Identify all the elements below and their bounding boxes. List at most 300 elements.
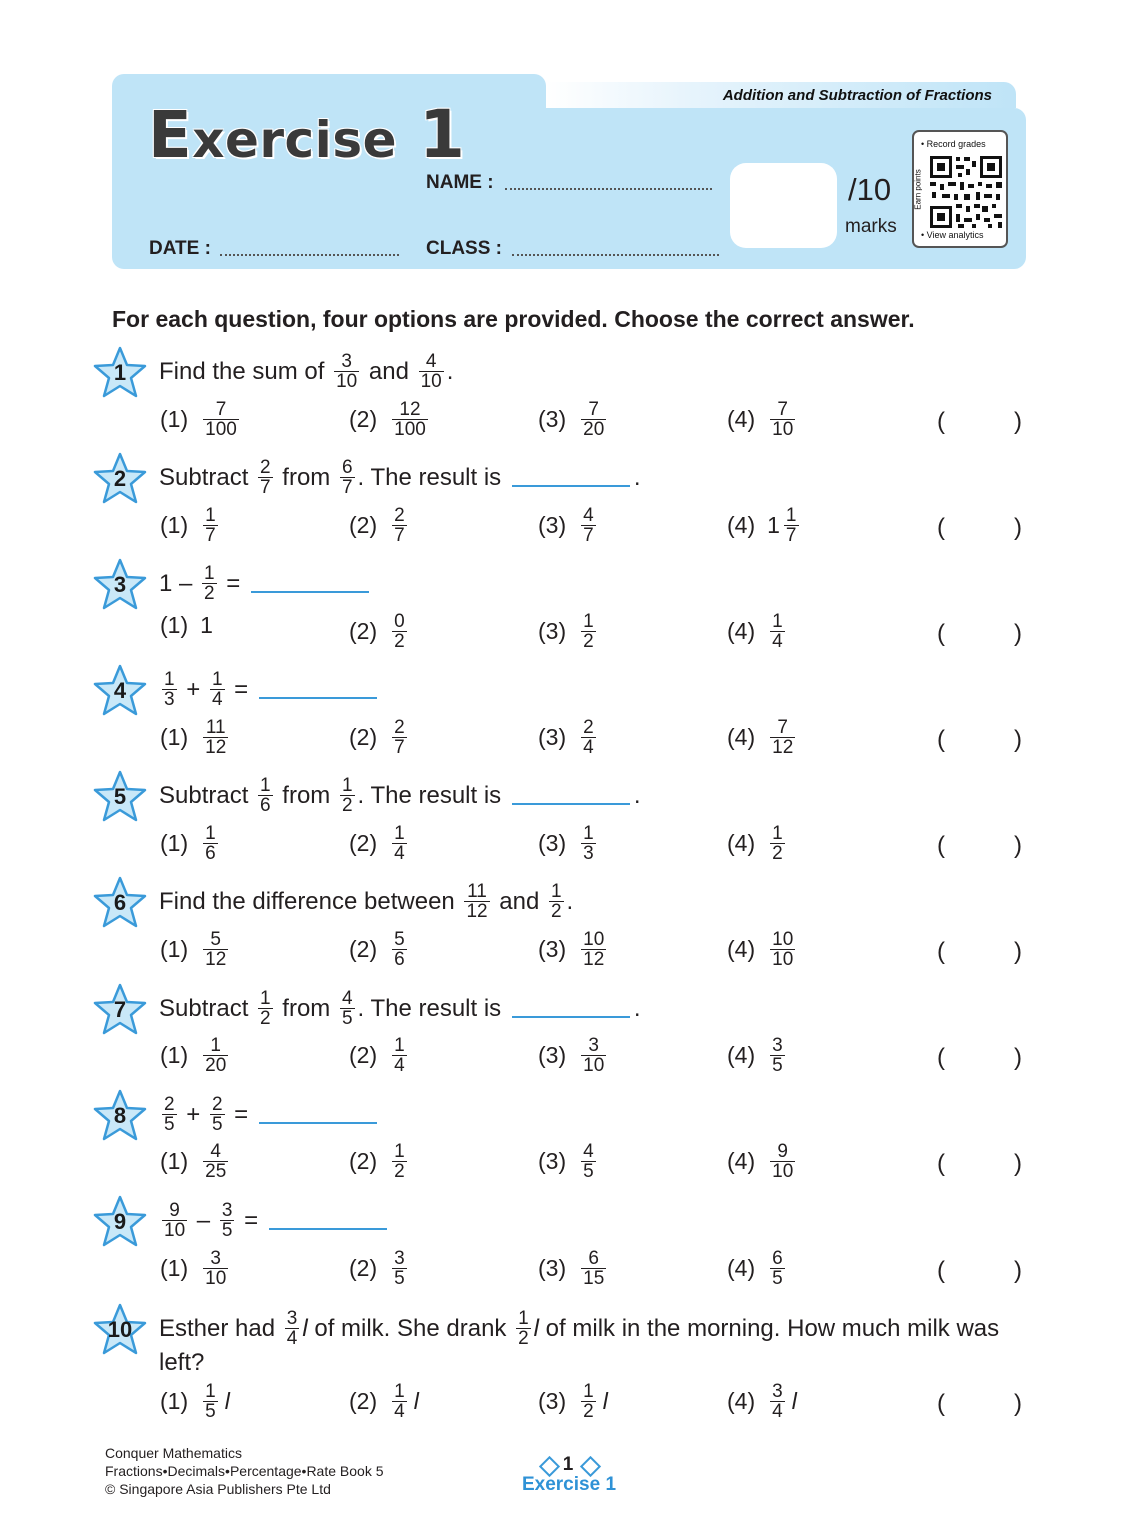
- numerator: 2: [394, 505, 405, 526]
- option-fraction: [581, 718, 596, 757]
- option-fraction: [203, 1249, 228, 1288]
- stem-fraction: [162, 670, 177, 709]
- answer-bracket-open[interactable]: (: [937, 726, 945, 753]
- denominator: 2: [394, 631, 405, 652]
- stem-fraction: [419, 352, 444, 391]
- numerator: 1: [394, 1381, 405, 1402]
- stem-text: 1 –: [159, 569, 200, 597]
- numerator: 3: [286, 1308, 298, 1329]
- option-label: (2): [349, 724, 378, 750]
- stem-fraction: [340, 458, 355, 497]
- answer-option-4[interactable]: [727, 1036, 788, 1075]
- answer-option-1[interactable]: [160, 930, 231, 969]
- question-number: 1: [113, 360, 127, 385]
- numerator: 7: [777, 717, 788, 738]
- stem-text: .: [633, 994, 641, 1022]
- question-stem: [159, 1201, 391, 1240]
- numerator: 0: [394, 611, 405, 632]
- question-number: 8: [113, 1103, 127, 1128]
- answer-option-1[interactable]: [160, 1382, 230, 1421]
- option-fraction: [581, 612, 596, 651]
- option-label: (2): [349, 1042, 378, 1068]
- option-fraction: [392, 1249, 407, 1288]
- numerator: 3: [772, 1381, 783, 1402]
- option-fraction: [392, 400, 428, 439]
- answer-bracket-open[interactable]: (: [937, 938, 945, 965]
- stem-text: =: [237, 1206, 265, 1234]
- option-label: (4): [727, 830, 756, 856]
- answer-bracket-open[interactable]: (: [937, 1390, 945, 1417]
- option-fraction: [392, 612, 407, 651]
- option-fraction: [581, 930, 606, 969]
- numerator: 1: [394, 1141, 405, 1162]
- answer-option-1[interactable]: [160, 718, 231, 757]
- option-label: (2): [349, 830, 378, 856]
- answer-option-3[interactable]: [538, 930, 609, 969]
- stem-text: =: [227, 1100, 255, 1128]
- name-label: NAME :: [426, 172, 494, 193]
- denominator: 12: [583, 949, 605, 970]
- unit-litre: l: [602, 1388, 608, 1414]
- answer-bracket-open[interactable]: (: [937, 1150, 945, 1177]
- question-stem-continued: left?: [159, 1349, 205, 1376]
- option-label: (2): [349, 406, 378, 432]
- denominator: 25: [205, 1161, 227, 1182]
- denominator: 12: [466, 901, 488, 922]
- footer-book: Fractions•Decimals•Percentage•Rate Book 5: [105, 1463, 384, 1479]
- denominator: 5: [772, 1055, 783, 1076]
- stem-fraction: [549, 882, 564, 921]
- denominator: 7: [394, 525, 405, 546]
- answer-option-1[interactable]: [160, 612, 214, 639]
- answer-option-4[interactable]: [727, 612, 788, 651]
- option-label: (2): [349, 1388, 378, 1414]
- question-stem: [159, 882, 573, 921]
- answer-bracket-open[interactable]: (: [937, 1044, 945, 1071]
- numerator: 1: [164, 669, 175, 690]
- numerator: 10: [772, 929, 794, 950]
- class-field[interactable]: [512, 254, 719, 256]
- question-number-badge: [92, 983, 148, 1042]
- option-fraction: [392, 930, 407, 969]
- denominator: 7: [205, 525, 216, 546]
- stem-fraction: [258, 776, 273, 815]
- answer-option-3[interactable]: [538, 612, 599, 651]
- answer-bracket-open[interactable]: (: [937, 620, 945, 647]
- numerator: 1: [518, 1308, 529, 1329]
- answer-bracket-close[interactable]: ): [1014, 514, 1022, 541]
- option-fraction: [770, 824, 785, 863]
- qr-earn-points: Earn points: [913, 169, 923, 210]
- numerator: 1: [260, 775, 271, 796]
- numerator: 1: [205, 505, 216, 526]
- question-stem: [159, 564, 373, 603]
- denominator: 10: [772, 1161, 794, 1182]
- stem-text: =: [227, 675, 255, 703]
- stem-text: .: [633, 781, 641, 809]
- exercise-number: 1: [419, 96, 466, 173]
- date-field[interactable]: [220, 254, 399, 256]
- denominator: 2: [341, 795, 353, 816]
- answer-option-2[interactable]: [349, 1036, 410, 1075]
- numerator: 1: [341, 775, 353, 796]
- denominator: 7: [785, 525, 797, 546]
- answer-option-3[interactable]: [538, 506, 599, 545]
- option-label: (3): [538, 1148, 567, 1174]
- question-stem: [159, 776, 641, 815]
- denominator: 12: [205, 949, 227, 970]
- answer-option-3[interactable]: [538, 1036, 609, 1075]
- option-fraction: [203, 824, 218, 863]
- question-stem: [159, 458, 641, 497]
- option-fraction: [770, 1036, 785, 1075]
- answer-option-4[interactable]: [727, 824, 788, 863]
- denominator: 6: [205, 843, 216, 864]
- option-label: (1): [160, 1042, 189, 1068]
- numerator: 1: [785, 505, 797, 526]
- numerator: 3: [210, 1248, 221, 1269]
- exercise-title: [148, 96, 465, 173]
- question-number: 6: [113, 890, 127, 915]
- option-fraction: [581, 1249, 606, 1288]
- numerator: 9: [777, 1141, 788, 1162]
- option-fraction: [581, 400, 606, 439]
- answer-bracket-open[interactable]: (: [937, 514, 945, 541]
- stem-text: from: [275, 994, 337, 1022]
- answer-blank[interactable]: [259, 697, 377, 699]
- option-fraction: [581, 824, 596, 863]
- qr-view-analytics: • View analytics: [921, 230, 984, 240]
- stem-text: Find the difference between: [159, 887, 462, 915]
- question-number-badge: [92, 558, 148, 617]
- stem-fraction: [258, 989, 273, 1028]
- answer-option-4[interactable]: [727, 1142, 798, 1181]
- option-label: (1): [160, 612, 189, 638]
- option-label: (3): [538, 1388, 567, 1414]
- numerator: 9: [169, 1200, 180, 1221]
- question-number-badge: [92, 876, 148, 935]
- option-fraction: [581, 1036, 606, 1075]
- answer-option-1[interactable]: [160, 1249, 231, 1288]
- stem-text: Esther had: [159, 1314, 282, 1342]
- title-word: xercise: [192, 111, 397, 169]
- numerator: 3: [221, 1200, 233, 1221]
- denominator: 2: [518, 1328, 529, 1349]
- question-number-badge: [92, 1089, 148, 1148]
- denominator: 5: [394, 1268, 405, 1289]
- option-fraction: [392, 1142, 407, 1181]
- option-fraction: [203, 1036, 228, 1075]
- denominator: 7: [394, 737, 405, 758]
- option-label: (3): [538, 724, 567, 750]
- denominator: 2: [583, 631, 594, 652]
- option-whole-number: 1: [767, 512, 780, 538]
- answer-option-2[interactable]: [349, 930, 410, 969]
- option-label: (4): [727, 1255, 756, 1281]
- page-number: 1: [562, 1454, 574, 1475]
- option-label: (1): [160, 830, 189, 856]
- stem-text: and: [362, 357, 416, 385]
- denominator: 100: [205, 419, 237, 440]
- answer-blank[interactable]: [512, 1016, 630, 1018]
- numerator: 4: [425, 351, 437, 372]
- question-number-badge: [92, 1303, 148, 1362]
- stem-text: .: [566, 887, 574, 915]
- question-stem: [159, 1309, 999, 1348]
- option-fraction: [784, 506, 799, 545]
- answer-option-2[interactable]: [349, 824, 410, 863]
- answer-option-2[interactable]: [349, 718, 410, 757]
- qr-code-icon: [928, 154, 1004, 230]
- numerator: 4: [583, 1141, 594, 1162]
- numerator: 7: [777, 399, 788, 420]
- answer-option-3[interactable]: [538, 1249, 609, 1288]
- denominator: 7: [341, 477, 353, 498]
- qr-record-grades: • Record grades: [921, 139, 986, 149]
- answer-option-4[interactable]: [727, 718, 798, 757]
- answer-bracket-close[interactable]: ): [1014, 832, 1022, 859]
- option-fraction: [581, 1382, 596, 1421]
- answer-blank[interactable]: [251, 591, 369, 593]
- numerator: 12: [399, 399, 421, 420]
- answer-bracket-close[interactable]: ): [1014, 408, 1022, 435]
- stem-text: –: [190, 1206, 217, 1234]
- denominator: 5: [583, 1161, 594, 1182]
- numerator: 7: [588, 399, 599, 420]
- stem-text: Find the sum of: [159, 357, 332, 385]
- option-label: (1): [160, 1148, 189, 1174]
- question-number: 7: [113, 997, 127, 1022]
- denominator: 2: [772, 843, 783, 864]
- name-field[interactable]: [505, 188, 712, 190]
- answer-option-1[interactable]: [160, 400, 242, 439]
- numerator: 1: [772, 823, 783, 844]
- answer-option-4[interactable]: [727, 930, 798, 969]
- denominator: 5: [221, 1220, 233, 1241]
- stem-fraction: [285, 1309, 300, 1348]
- stem-fraction: [210, 670, 225, 709]
- option-label: (1): [160, 406, 189, 432]
- numerator: 1: [583, 1381, 594, 1402]
- option-label: (4): [727, 1388, 756, 1414]
- answer-option-1[interactable]: [160, 824, 221, 863]
- answer-option-2[interactable]: [349, 400, 431, 439]
- denominator: 20: [583, 419, 605, 440]
- instruction: For each question, four options are provided. Choose the correct answer.: [112, 306, 915, 332]
- stem-fraction: [162, 1095, 177, 1134]
- option-label: (2): [349, 936, 378, 962]
- stem-text: Subtract: [159, 994, 256, 1022]
- answer-option-2[interactable]: [349, 506, 410, 545]
- denominator: 6: [394, 949, 405, 970]
- title-first-letter: E: [148, 99, 193, 173]
- option-label: (1): [160, 1388, 189, 1414]
- option-fraction: [770, 1249, 785, 1288]
- answer-option-4[interactable]: [727, 400, 798, 439]
- answer-option-2[interactable]: [349, 1249, 410, 1288]
- numerator: 7: [215, 399, 227, 420]
- option-label: (4): [727, 724, 756, 750]
- option-fraction: [581, 1142, 596, 1181]
- option-fraction: [770, 1142, 795, 1181]
- answer-bracket-close[interactable]: ): [1014, 1257, 1022, 1284]
- denominator: 2: [204, 583, 215, 604]
- answer-bracket-close[interactable]: ): [1014, 1150, 1022, 1177]
- answer-option-1[interactable]: [160, 1036, 231, 1075]
- answer-bracket-close[interactable]: ): [1014, 726, 1022, 753]
- footer-credits: [105, 1444, 384, 1498]
- denominator: 5: [164, 1114, 175, 1135]
- stem-fraction: [202, 564, 217, 603]
- option-fraction: [581, 506, 596, 545]
- answer-option-3[interactable]: [538, 718, 599, 757]
- question-stem: [159, 670, 381, 709]
- denominator: 10: [336, 371, 358, 392]
- numerator: 2: [164, 1094, 175, 1115]
- answer-option-1[interactable]: [160, 1142, 231, 1181]
- answer-option-3[interactable]: [538, 1382, 608, 1421]
- option-label: (3): [538, 618, 567, 644]
- footer-copyright: © Singapore Asia Publishers Pte Ltd: [105, 1481, 331, 1497]
- stem-text: Subtract: [159, 781, 256, 809]
- stem-text: of milk in the morning. How much milk was: [539, 1314, 1000, 1342]
- option-label: (1): [160, 1255, 189, 1281]
- numerator: 4: [341, 988, 353, 1009]
- option-fraction: [203, 930, 228, 969]
- footer-series: Conquer Mathematics: [105, 1445, 242, 1461]
- question-stem: [159, 352, 453, 391]
- unit-litre: l: [302, 1314, 308, 1342]
- option-fraction: [392, 506, 407, 545]
- numerator: 3: [588, 1035, 599, 1056]
- answer-option-3[interactable]: [538, 824, 599, 863]
- numerator: 4: [583, 505, 594, 526]
- stem-text: . The result is: [357, 781, 508, 809]
- stem-fraction: [334, 352, 359, 391]
- option-label: (3): [538, 830, 567, 856]
- stem-fraction: [258, 458, 273, 497]
- class-label: CLASS :: [426, 238, 502, 259]
- answer-blank[interactable]: [259, 1122, 377, 1124]
- numerator: 5: [210, 929, 221, 950]
- answer-bracket-open[interactable]: (: [937, 1257, 945, 1284]
- unit-litre: l: [413, 1388, 419, 1414]
- numerator: 3: [394, 1248, 405, 1269]
- question-number: 4: [113, 678, 127, 703]
- answer-option-2[interactable]: [349, 1382, 419, 1421]
- answer-option-4[interactable]: [727, 506, 802, 545]
- numerator: 1: [205, 823, 216, 844]
- option-label: (1): [160, 936, 189, 962]
- answer-blank[interactable]: [512, 485, 630, 487]
- stem-text: +: [179, 675, 207, 703]
- question-number: 10: [107, 1317, 133, 1342]
- numerator: 2: [394, 717, 405, 738]
- option-fraction: [770, 612, 785, 651]
- option-fraction: [770, 718, 795, 757]
- denominator: 12: [205, 737, 227, 758]
- option-label: (1): [160, 512, 189, 538]
- denominator: 7: [583, 525, 594, 546]
- numerator: 1: [211, 669, 223, 690]
- option-fraction: [392, 718, 407, 757]
- denominator: 2: [260, 1008, 271, 1029]
- answer-blank[interactable]: [269, 1228, 387, 1230]
- option-label: (4): [727, 1042, 756, 1068]
- numerator: 6: [588, 1248, 599, 1269]
- stem-text: Subtract: [159, 463, 256, 491]
- denominator: 4: [394, 1401, 405, 1422]
- option-fraction: [392, 1036, 407, 1075]
- option-label: (2): [349, 1148, 378, 1174]
- score-total: /10: [848, 172, 892, 207]
- numerator: 1: [772, 611, 783, 632]
- denominator: 10: [583, 1055, 605, 1076]
- answer-option-1[interactable]: [160, 506, 221, 545]
- denominator: 5: [341, 1008, 353, 1029]
- option-label: (3): [538, 1042, 567, 1068]
- answer-bracket-close[interactable]: ): [1014, 620, 1022, 647]
- numerator: 11: [205, 717, 226, 738]
- denominator: 4: [583, 737, 594, 758]
- date-label: DATE :: [149, 238, 211, 259]
- topic-band: [546, 82, 1016, 108]
- answer-bracket-close[interactable]: ): [1014, 1390, 1022, 1417]
- numerator: 3: [341, 351, 352, 372]
- answer-blank[interactable]: [512, 803, 630, 805]
- option-label: (4): [727, 512, 756, 538]
- unit-litre: l: [224, 1388, 230, 1414]
- denominator: 10: [420, 371, 442, 392]
- question-number-badge: [92, 1195, 148, 1254]
- question-stem: [159, 1095, 381, 1134]
- numerator: 6: [772, 1248, 783, 1269]
- denominator: 3: [583, 843, 594, 864]
- answer-option-3[interactable]: [538, 1142, 599, 1181]
- denominator: 7: [260, 477, 271, 498]
- option-fraction: [203, 718, 228, 757]
- numerator: 1: [204, 563, 215, 584]
- question-number-badge: [92, 452, 148, 511]
- unit-litre: l: [791, 1388, 797, 1414]
- question-number-badge: [92, 770, 148, 829]
- answer-option-2[interactable]: [349, 1142, 410, 1181]
- option-fraction: [203, 506, 218, 545]
- question-number: 2: [113, 466, 127, 491]
- answer-option-4[interactable]: [727, 1382, 797, 1421]
- answer-option-2[interactable]: [349, 612, 410, 651]
- qr-card[interactable]: [912, 130, 1008, 248]
- option-fraction: [203, 1142, 228, 1181]
- answer-option-4[interactable]: [727, 1249, 788, 1288]
- stem-text: from: [275, 781, 337, 809]
- answer-bracket-open[interactable]: (: [937, 408, 945, 435]
- score-box[interactable]: [730, 163, 837, 248]
- option-label: (2): [349, 512, 378, 538]
- option-label: (4): [727, 406, 756, 432]
- option-label: (3): [538, 512, 567, 538]
- numerator: 1: [260, 988, 271, 1009]
- answer-bracket-close[interactable]: ): [1014, 1044, 1022, 1071]
- score-unit: marks: [845, 216, 897, 237]
- footer-exercise-label: Exercise 1: [521, 1474, 617, 1495]
- answer-option-3[interactable]: [538, 400, 609, 439]
- answer-bracket-close[interactable]: ): [1014, 938, 1022, 965]
- denominator: 10: [205, 1268, 227, 1289]
- denominator: 2: [394, 1161, 405, 1182]
- answer-bracket-open[interactable]: (: [937, 832, 945, 859]
- option-fraction: [392, 824, 407, 863]
